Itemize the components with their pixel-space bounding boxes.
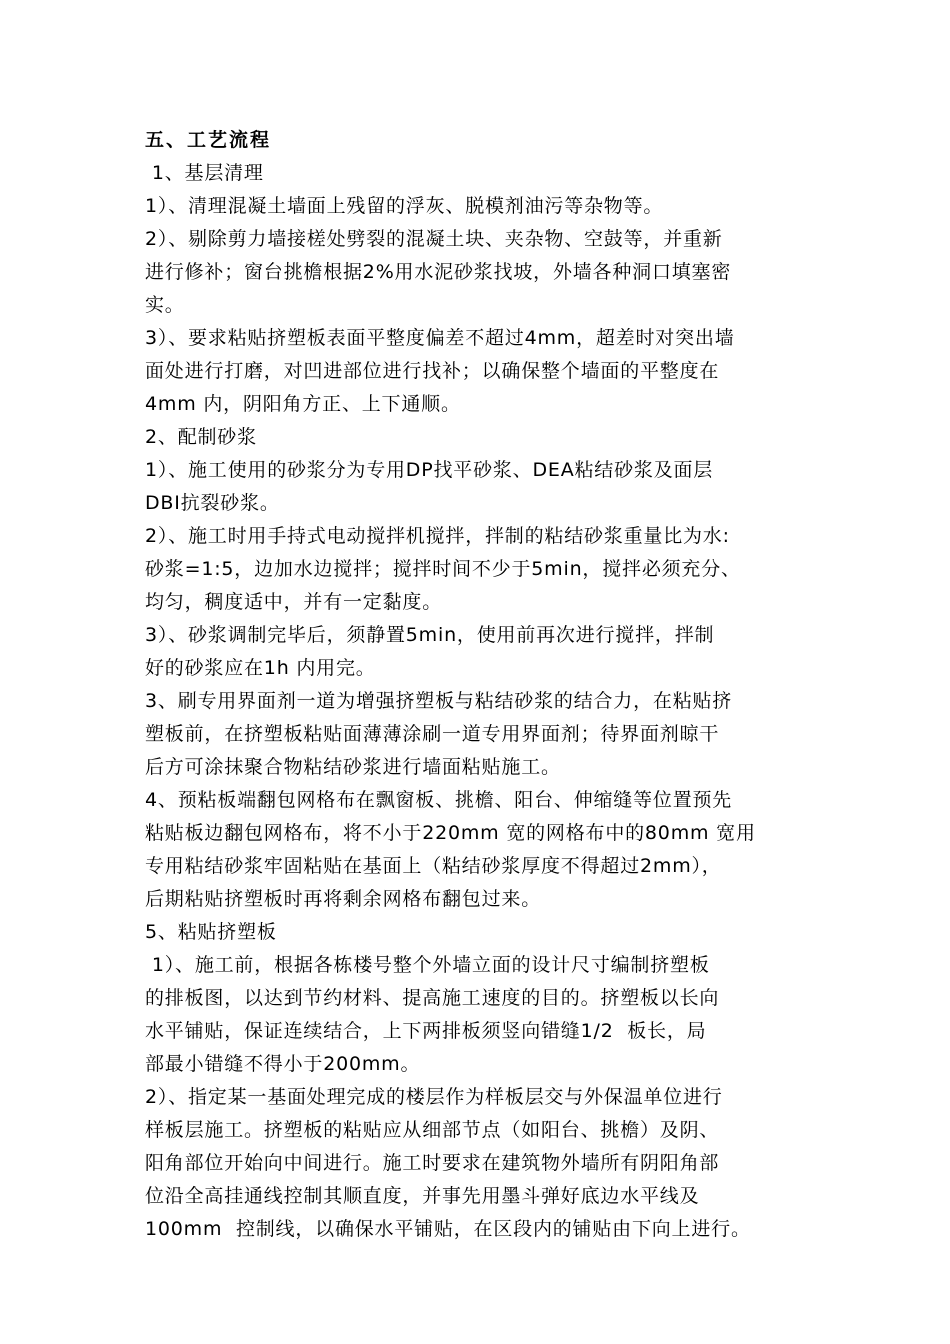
paragraph-line: 专用粘结砂浆牢固粘贴在基面上（粘结砂浆厚度不得超过2mm）， xyxy=(145,855,722,877)
paragraph-line: 2）、指定某一基面处理完成的楼层作为样板层交与外保温单位进行 xyxy=(145,1086,723,1108)
subsection-heading: 4、预粘板端翻包网格布在飘窗板、挑檐、阳台、伸缩缝等位置预先 xyxy=(145,789,733,811)
paragraph-line: 位沿全高挂通线控制其顺直度，并事先用墨斗弹好底边水平线及 xyxy=(145,1185,700,1207)
paragraph-line: 均匀，稠度适中，并有一定黏度。 xyxy=(145,591,443,613)
paragraph-line: 1）、清理混凝土墙面上残留的浮灰、脱模剂油污等杂物等。 xyxy=(145,195,664,217)
paragraph-line: 4mm 内，阴阳角方正、上下通顺。 xyxy=(145,393,461,415)
paragraph-line: 砂浆=1:5，边加水边搅拌；搅拌时间不少于5min，搅拌必须充分、 xyxy=(145,558,741,580)
paragraph-line: DBI抗裂砂浆。 xyxy=(145,492,280,514)
subsection-heading: 5、粘贴挤塑板 xyxy=(145,921,277,943)
paragraph-line: 100mm 控制线，以确保水平铺贴，在区段内的铺贴由下向上进行。 xyxy=(145,1218,751,1240)
paragraph-line: 面处进行打磨，对凹进部位进行找补；以确保整个墙面的平整度在 xyxy=(145,360,720,382)
subsection-heading: 1、基层清理 xyxy=(145,162,264,184)
paragraph-line: 样板层施工。挤塑板的粘贴应从细部节点（如阳台、挑檐）及阴、 xyxy=(145,1119,720,1141)
paragraph-line: 后方可涂抹聚合物粘结砂浆进行墙面粘贴施工。 xyxy=(145,756,561,778)
paragraph-line: 部最小错缝不得小于200mm。 xyxy=(145,1053,421,1075)
paragraph-line: 1）、施工前，根据各栋楼号整个外墙立面的设计尺寸编制挤塑板 xyxy=(145,954,710,976)
paragraph-line: 2）、施工时用手持式电动搅拌机搅拌，拌制的粘结砂浆重量比为水: xyxy=(145,525,730,547)
paragraph-line: 3）、要求粘贴挤塑板表面平整度偏差不超过4mm，超差时对突出墙 xyxy=(145,327,735,349)
paragraph-line: 好的砂浆应在1h 内用完。 xyxy=(145,657,376,679)
section-title: 五、工艺流程 xyxy=(145,129,272,151)
paragraph-line: 粘贴板边翻包网格布，将不小于220mm 宽的网格布中的80mm 宽用 xyxy=(145,822,756,844)
paragraph-line: 水平铺贴，保证连续结合，上下两排板须竖向错缝1/2 板长，局 xyxy=(145,1020,707,1042)
paragraph-line: 阳角部位开始向中间进行。施工时要求在建筑物外墙所有阴阳角部 xyxy=(145,1152,720,1174)
paragraph-line: 1）、施工使用的砂浆分为专用DP找平砂浆、DEA粘结砂浆及面层 xyxy=(145,459,714,481)
subsection-heading: 2、配制砂浆 xyxy=(145,426,257,448)
paragraph-line: 的排板图，以达到节约材料、提高施工速度的目的。挤塑板以长向 xyxy=(145,987,720,1009)
paragraph-line: 实。 xyxy=(145,294,185,316)
paragraph-line: 塑板前，在挤塑板粘贴面薄薄涂刷一道专用界面剂；待界面剂晾干 xyxy=(145,723,720,745)
subsection-heading: 3、刷专用界面剂一道为增强挤塑板与粘结砂浆的结合力，在粘贴挤 xyxy=(145,690,733,712)
document-body xyxy=(145,124,815,1246)
paragraph-line: 3）、砂浆调制完毕后，须静置5min，使用前再次进行搅拌，拌制 xyxy=(145,624,715,646)
paragraph-line: 进行修补；窗台挑檐根据2%用水泥砂浆找坡，外墙各种洞口填塞密 xyxy=(145,261,732,283)
paragraph-line: 2）、剔除剪力墙接槎处劈裂的混凝土块、夹杂物、空鼓等，并重新 xyxy=(145,228,723,250)
paragraph-line: 后期粘贴挤塑板时再将剩余网格布翻包过来。 xyxy=(145,888,542,910)
